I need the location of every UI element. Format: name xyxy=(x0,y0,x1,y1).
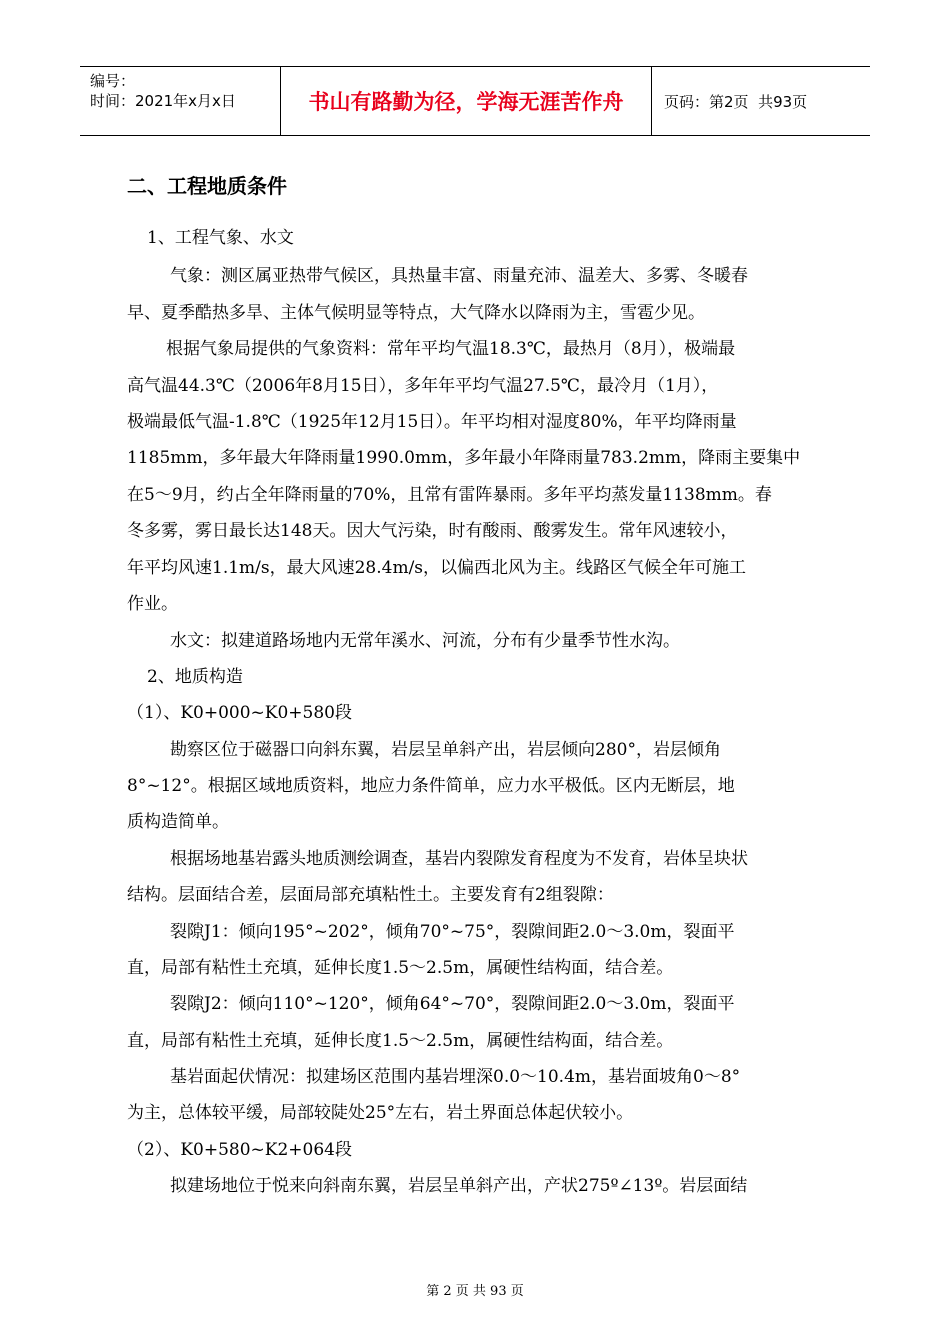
line-2: 早、夏季酷热多旱、主体气候明显等特点，大气降水以降雨为主，雪雹少见。 xyxy=(127,303,705,323)
line-7: 在5～9月，约占全年降雨量的70%，且常有雷阵暴雨。多年平均蒸发量1138mm。春 xyxy=(127,485,772,505)
line-8: 冬多雾，雾日最长达148天。因大气污染，时有酸雨、酸雾发生。常年风速较小， xyxy=(127,521,738,541)
line-17: 根据场地基岩露头地质测绘调查，基岩内裂隙发育程度为不发育，岩体呈块状 xyxy=(170,849,748,869)
line-22: 直，局部有粘性土充填，延伸长度1.5～2.5m，属硬性结构面，结合差。 xyxy=(127,1031,674,1051)
line-20: 直，局部有粘性土充填，延伸长度1.5～2.5m，属硬性结构面，结合差。 xyxy=(127,958,674,978)
time-label: 时间：2021年x月x日 xyxy=(90,92,236,110)
line-15: 8°~12°。根据区域地质资料，地应力条件简单，应力水平极低。区内无断层，地 xyxy=(127,776,735,796)
line-9: 年平均风速1.1m/s，最大风速28.4m/s，以偏西北风为主。线路区气候全年可施工 xyxy=(127,558,747,578)
header-meta xyxy=(80,67,280,135)
line-23: 基岩面起伏情况：拟建场区范围内基岩埋深0.0～10.4m，基岩面坡角0～8° xyxy=(170,1067,741,1087)
header-table xyxy=(80,66,870,136)
line-26: 拟建场地位于悦来向斜南东翼，岩层呈单斜产出，产状275º∠13º。岩层面结 xyxy=(170,1176,748,1196)
line-3: 根据气象局提供的气象资料：常年平均气温18.3℃，最热月（8月），极端最 xyxy=(166,339,736,359)
line-11: 水文：拟建道路场地内无常年溪水、河流，分布有少量季节性水沟。 xyxy=(170,631,680,651)
line-18: 结构。层面结合差，层面局部充填粘性土。主要发育有2组裂隙： xyxy=(127,885,614,905)
number-label: 编号： xyxy=(90,72,136,90)
page-footer: 第 2 页 共 93 页 xyxy=(426,1284,524,1299)
line-14: 勘察区位于磁器口向斜东翼，岩层呈单斜产出，岩层倾向280°，岩层倾角 xyxy=(170,740,721,760)
line-24: 为主，总体较平缓，局部较陡处25°左右，岩土界面总体起伏较小。 xyxy=(127,1103,634,1123)
line-19: 裂隙J1：倾向195°~202°，倾角70°~75°，裂隙间距2.0～3.0m，裂面平 xyxy=(170,922,735,942)
line-25: （2）、K0+580~K2+064段 xyxy=(127,1140,352,1160)
line-13: （1）、K0+000~K0+580段 xyxy=(127,703,352,723)
line-5: 极端最低气温-1.8℃（1925年12月15日）。年平均相对湿度80%，年平均降雨量 xyxy=(127,412,737,432)
header-motto: 书山有路勤为径，学海无涯苦作舟 xyxy=(280,67,652,135)
line-0: 1、工程气象、水文 xyxy=(147,228,294,248)
line-16: 质构造简单。 xyxy=(127,812,229,832)
line-21: 裂隙J2：倾向110°~120°，倾角64°~70°，裂隙间距2.0～3.0m，裂面平 xyxy=(170,994,735,1014)
line-10: 作业。 xyxy=(127,594,178,614)
line-12: 2、地质构造 xyxy=(147,667,243,687)
line-6: 1185mm，多年最大年降雨量1990.0mm，多年最小年降雨量783.2mm，降雨主要集中 xyxy=(127,448,801,468)
line-1: 气象：测区属亚热带气候区，具热量丰富、雨量充沛、温差大、多雾、冬暖春 xyxy=(170,266,748,286)
page-label: 页码：第2页 共93页 xyxy=(664,92,808,111)
section-title: 二、工程地质条件 xyxy=(127,174,287,198)
line-4: 高气温44.3℃（2006年8月15日），多年年平均气温27.5℃，最冷月（1月）， xyxy=(127,376,719,396)
header-page-info xyxy=(652,67,870,135)
